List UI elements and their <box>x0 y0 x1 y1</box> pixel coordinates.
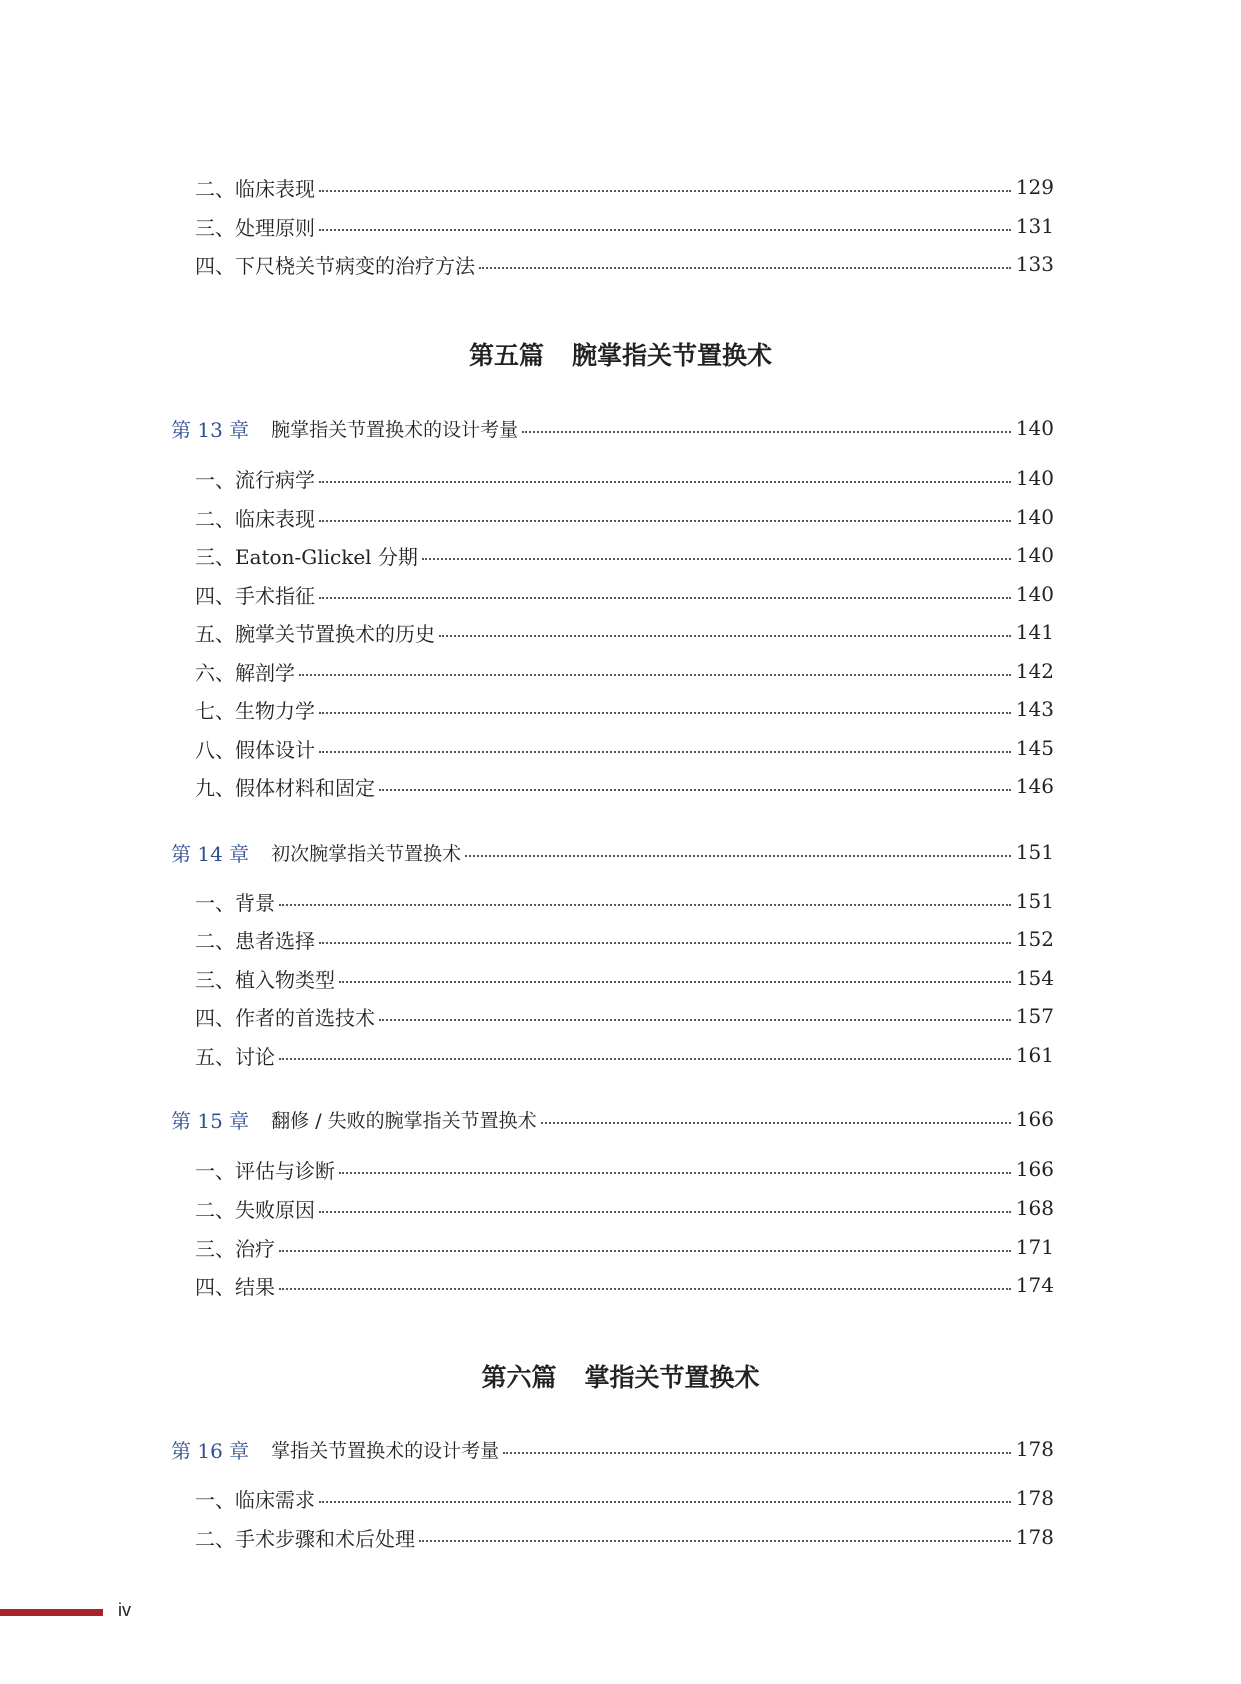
toc-item-entry[interactable] <box>0 1522 1241 1552</box>
dot-leader <box>319 520 1011 522</box>
page-number: 142 <box>1015 659 1054 683</box>
chapter-number: 第 15 章 <box>171 1108 250 1133</box>
toc-item-entry[interactable] <box>0 249 1241 279</box>
toc-item-entry[interactable] <box>0 733 1241 763</box>
item-title: 三、处理原则 <box>195 215 315 240</box>
item-title: 三、治疗 <box>195 1236 275 1261</box>
footer-red-bar <box>0 1609 103 1616</box>
item-title: 四、作者的首选技术 <box>195 1005 375 1030</box>
dot-leader <box>319 942 1011 944</box>
item-title: 二、临床表现 <box>195 506 315 531</box>
page-number: 154 <box>1015 966 1054 990</box>
part-number: 第六篇 <box>481 1363 557 1392</box>
item-title: 三、植入物类型 <box>195 967 335 992</box>
page-number: 151 <box>1015 889 1054 913</box>
part-number: 第五篇 <box>468 341 544 370</box>
page-number: 161 <box>1015 1043 1054 1067</box>
dot-leader <box>339 1172 1011 1174</box>
dot-leader <box>319 597 1011 599</box>
item-title: 一、临床需求 <box>195 1487 315 1512</box>
item-title: 四、手术指征 <box>195 583 315 608</box>
toc-item-entry[interactable] <box>0 771 1241 801</box>
page-number: 178 <box>1015 1437 1054 1461</box>
dot-leader <box>541 1122 1011 1124</box>
dot-leader <box>319 751 1011 753</box>
chapter-number: 第 14 章 <box>171 841 250 866</box>
item-title: 五、讨论 <box>195 1044 275 1069</box>
page-number: 133 <box>1015 252 1054 276</box>
toc-item-entry[interactable] <box>0 463 1241 493</box>
item-title: 二、失败原因 <box>195 1197 315 1222</box>
dot-leader <box>299 674 1011 676</box>
dot-leader <box>339 981 1011 983</box>
chapter-title: 腕掌指关节置换术的设计考量 <box>271 418 519 441</box>
dot-leader <box>479 267 1011 269</box>
toc-item-entry[interactable] <box>0 502 1241 532</box>
toc-item-entry[interactable] <box>0 617 1241 647</box>
toc-item-entry[interactable] <box>0 924 1241 954</box>
toc-item-entry[interactable] <box>0 656 1241 686</box>
page-number: 131 <box>1015 214 1054 238</box>
chapter-title: 掌指关节置换术的设计考量 <box>271 1439 500 1462</box>
toc-item-entry[interactable] <box>0 211 1241 241</box>
page-number: 140 <box>1015 505 1054 529</box>
toc-item-entry[interactable] <box>0 1001 1241 1031</box>
page-number: 178 <box>1015 1486 1054 1510</box>
dot-leader <box>439 635 1011 637</box>
dot-leader <box>279 1058 1011 1060</box>
page-folio: iv <box>118 1600 131 1620</box>
toc-chapter-entry[interactable] <box>0 1104 1241 1134</box>
dot-leader <box>279 904 1011 906</box>
toc-chapter-entry[interactable] <box>0 413 1241 443</box>
toc-item-entry[interactable] <box>0 1040 1241 1070</box>
item-title: 四、结果 <box>195 1274 275 1299</box>
page-number: 157 <box>1015 1004 1054 1028</box>
toc-chapter-entry[interactable] <box>0 1434 1241 1464</box>
page-number: 152 <box>1015 927 1054 951</box>
dot-leader <box>319 1211 1011 1213</box>
item-title: 五、腕掌关节置换术的历史 <box>195 621 435 646</box>
dot-leader <box>319 481 1011 483</box>
toc-item-entry[interactable] <box>0 579 1241 609</box>
part-title: 腕掌指关节置换术 <box>572 341 773 370</box>
page-number: 140 <box>1015 582 1054 606</box>
dot-leader <box>319 190 1011 192</box>
toc-item-entry[interactable] <box>0 1193 1241 1223</box>
dot-leader <box>379 789 1011 791</box>
toc-item-entry[interactable] <box>0 1483 1241 1513</box>
dot-leader <box>503 1452 1011 1454</box>
toc-chapter-entry[interactable] <box>0 837 1241 867</box>
dot-leader <box>319 229 1011 231</box>
page-number: 151 <box>1015 840 1054 864</box>
item-title: 七、生物力学 <box>195 698 315 723</box>
item-title: 二、临床表现 <box>195 176 315 201</box>
page-number: 140 <box>1015 543 1054 567</box>
part-heading <box>0 1361 1241 1395</box>
dot-leader <box>465 855 1011 857</box>
dot-leader <box>319 712 1011 714</box>
page-number: 171 <box>1015 1235 1054 1259</box>
item-title: 四、下尺桡关节病变的治疗方法 <box>195 253 475 278</box>
page-number: 145 <box>1015 736 1054 760</box>
toc-item-entry[interactable] <box>0 1154 1241 1184</box>
page-number: 129 <box>1015 175 1054 199</box>
page-number: 168 <box>1015 1196 1054 1220</box>
toc-item-entry[interactable] <box>0 172 1241 202</box>
item-title: 一、评估与诊断 <box>195 1158 335 1183</box>
dot-leader <box>319 1501 1011 1503</box>
page-number: 146 <box>1015 774 1054 798</box>
part-title: 掌指关节置换术 <box>584 1363 760 1392</box>
chapter-number: 第 16 章 <box>171 1438 250 1463</box>
item-title: 一、背景 <box>195 890 275 915</box>
item-title: 九、假体材料和固定 <box>195 775 375 800</box>
dot-leader <box>279 1250 1011 1252</box>
item-title: 一、流行病学 <box>195 467 315 492</box>
part-heading <box>0 339 1241 373</box>
item-title: 二、患者选择 <box>195 928 315 953</box>
chapter-title: 初次腕掌指关节置换术 <box>271 842 462 865</box>
dot-leader <box>422 558 1011 560</box>
dot-leader <box>419 1540 1011 1542</box>
item-title: 三、Eaton-Glickel 分期 <box>195 544 418 569</box>
dot-leader <box>279 1288 1011 1290</box>
dot-leader <box>379 1019 1011 1021</box>
page-number: 178 <box>1015 1525 1054 1549</box>
toc-item-entry[interactable] <box>0 886 1241 916</box>
page-number: 166 <box>1015 1157 1054 1181</box>
page-number: 140 <box>1015 416 1054 440</box>
chapter-number: 第 13 章 <box>171 417 250 442</box>
toc-item-entry[interactable] <box>0 1270 1241 1300</box>
chapter-title: 翻修 / 失败的腕掌指关节置换术 <box>271 1109 537 1132</box>
item-title: 八、假体设计 <box>195 737 315 762</box>
item-title: 六、解剖学 <box>195 660 295 685</box>
page-number: 141 <box>1015 620 1054 644</box>
toc-item-entry[interactable] <box>0 1232 1241 1262</box>
page-number: 166 <box>1015 1107 1054 1131</box>
page-number: 143 <box>1015 697 1054 721</box>
page-number: 140 <box>1015 466 1054 490</box>
toc-item-entry[interactable] <box>0 540 1241 570</box>
page-number: 174 <box>1015 1273 1054 1297</box>
dot-leader <box>522 431 1011 433</box>
item-title: 二、手术步骤和术后处理 <box>195 1526 415 1551</box>
toc-item-entry[interactable] <box>0 694 1241 724</box>
toc-item-entry[interactable] <box>0 963 1241 993</box>
